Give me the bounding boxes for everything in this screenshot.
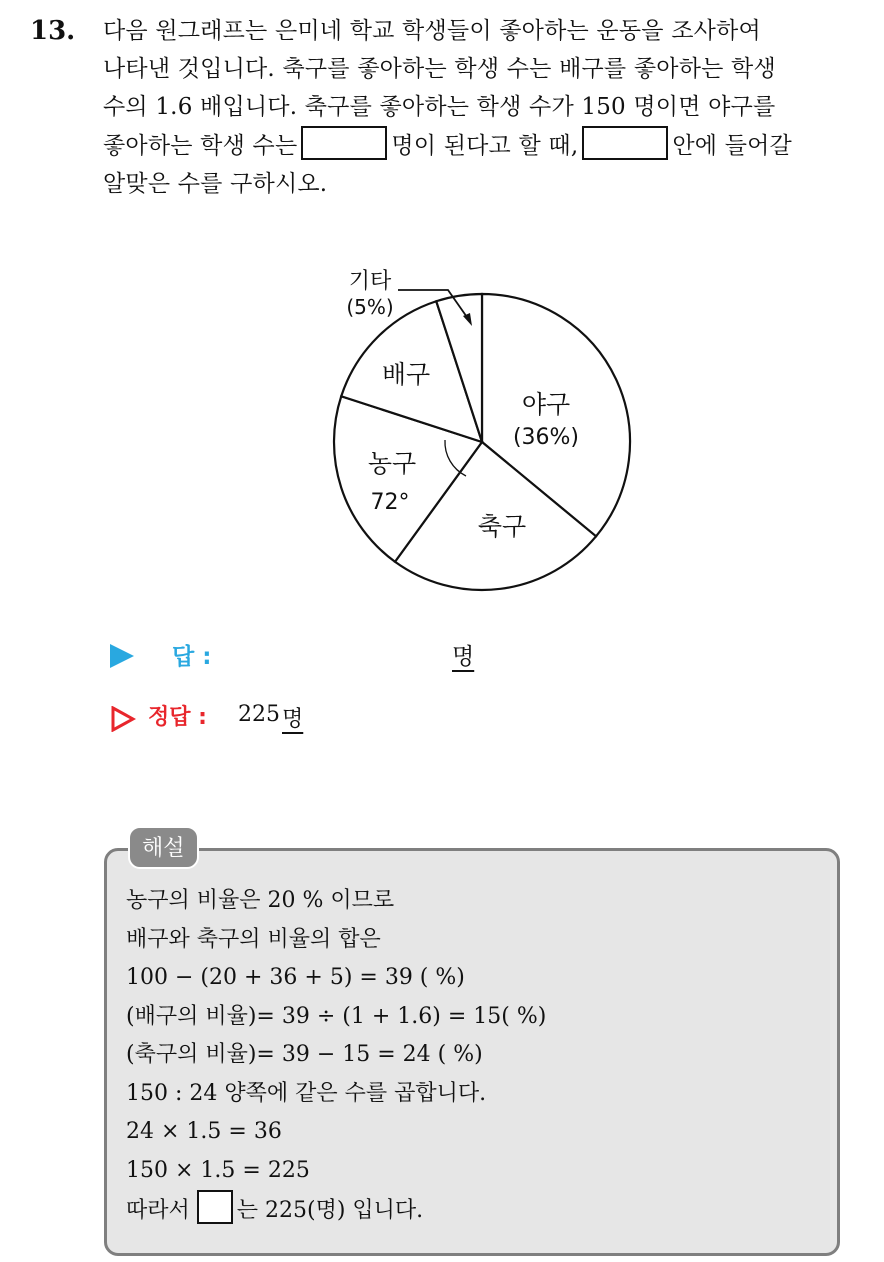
question-line-1: 다음 원그래프는 은미네 학교 학생들이 좋아하는 운동을 조사하여: [103, 18, 761, 44]
question-text: [103, 12, 863, 203]
question-line-2: 나타낸 것입니다. 축구를 좋아하는 학생 수는 배구를 좋아하는 학생: [103, 56, 776, 82]
slice-label-etc: 기타: [348, 269, 392, 294]
play-triangle-icon: [110, 644, 134, 668]
question-line-3: 수의 1.6 배입니다. 축구를 좋아하는 학생 수가 150 명이면 야구를: [103, 94, 776, 120]
solution-line: (배구의 비율)= 39 ÷ (1 + 1.6) = 15( %): [126, 1003, 547, 1029]
question-line-5: 알맞은 수를 구하시오.: [103, 171, 328, 197]
solution-line: 배구와 축구의 비율의 합은: [126, 926, 381, 952]
solution-tag: 해설: [128, 826, 199, 869]
pie-slices: [334, 294, 630, 590]
solution-line: 농구의 비율은 20 % 이므로: [126, 888, 395, 913]
solution-line: 100 − (20 + 36 + 5) = 39 ( %): [126, 965, 465, 990]
question-line-4: [103, 126, 863, 165]
answer-label: 답 :: [172, 644, 212, 670]
question-line-4-after: 안에 들어갈: [672, 133, 792, 159]
solution-blank-box: [197, 1190, 233, 1224]
question-line-4-before: 좋아하는 학생 수는: [103, 133, 298, 159]
pie-chart: [300, 250, 640, 600]
correct-value: 225: [238, 702, 280, 727]
solution-final-before: 따라서: [126, 1198, 190, 1223]
correct-answer-row: [110, 700, 610, 740]
solution-final-after: 는 225(명) 입니다.: [236, 1198, 424, 1223]
solution-line: 150 : 24 양쪽에 같은 수를 곱합니다.: [126, 1080, 487, 1106]
slice-sub-baseball: (36%): [512, 425, 580, 450]
answer-blank-box-2: [582, 126, 668, 160]
slice-label-basketball: 농구: [367, 449, 417, 478]
slice-sub-basketball: 72°: [370, 490, 410, 515]
correct-label: 정답 :: [148, 705, 207, 730]
outline-triangle-icon: [110, 706, 136, 732]
slice-label-baseball: 야구: [521, 390, 571, 419]
solution-line: 24 × 1.5 = 36: [126, 1119, 282, 1144]
slice-label-volleyball: 배구: [381, 360, 431, 389]
solution-line: 150 × 1.5 = 225: [126, 1157, 310, 1183]
question-number: 13.: [30, 16, 76, 46]
solution-line-final: [126, 1190, 826, 1231]
solution-lines: [126, 882, 826, 1231]
slice-label-soccer: 축구: [477, 512, 527, 541]
answer-unit: 명: [452, 644, 475, 670]
slice-sub-etc: (5%): [346, 295, 394, 319]
answer-blank-box: [301, 126, 387, 160]
answer-row: [110, 636, 610, 676]
question-line-4-middle: 명이 된다고 할 때,: [391, 133, 579, 159]
solution-line: (축구의 비율)= 39 − 15 = 24 ( %): [126, 1042, 483, 1067]
correct-unit: 명: [282, 707, 304, 732]
